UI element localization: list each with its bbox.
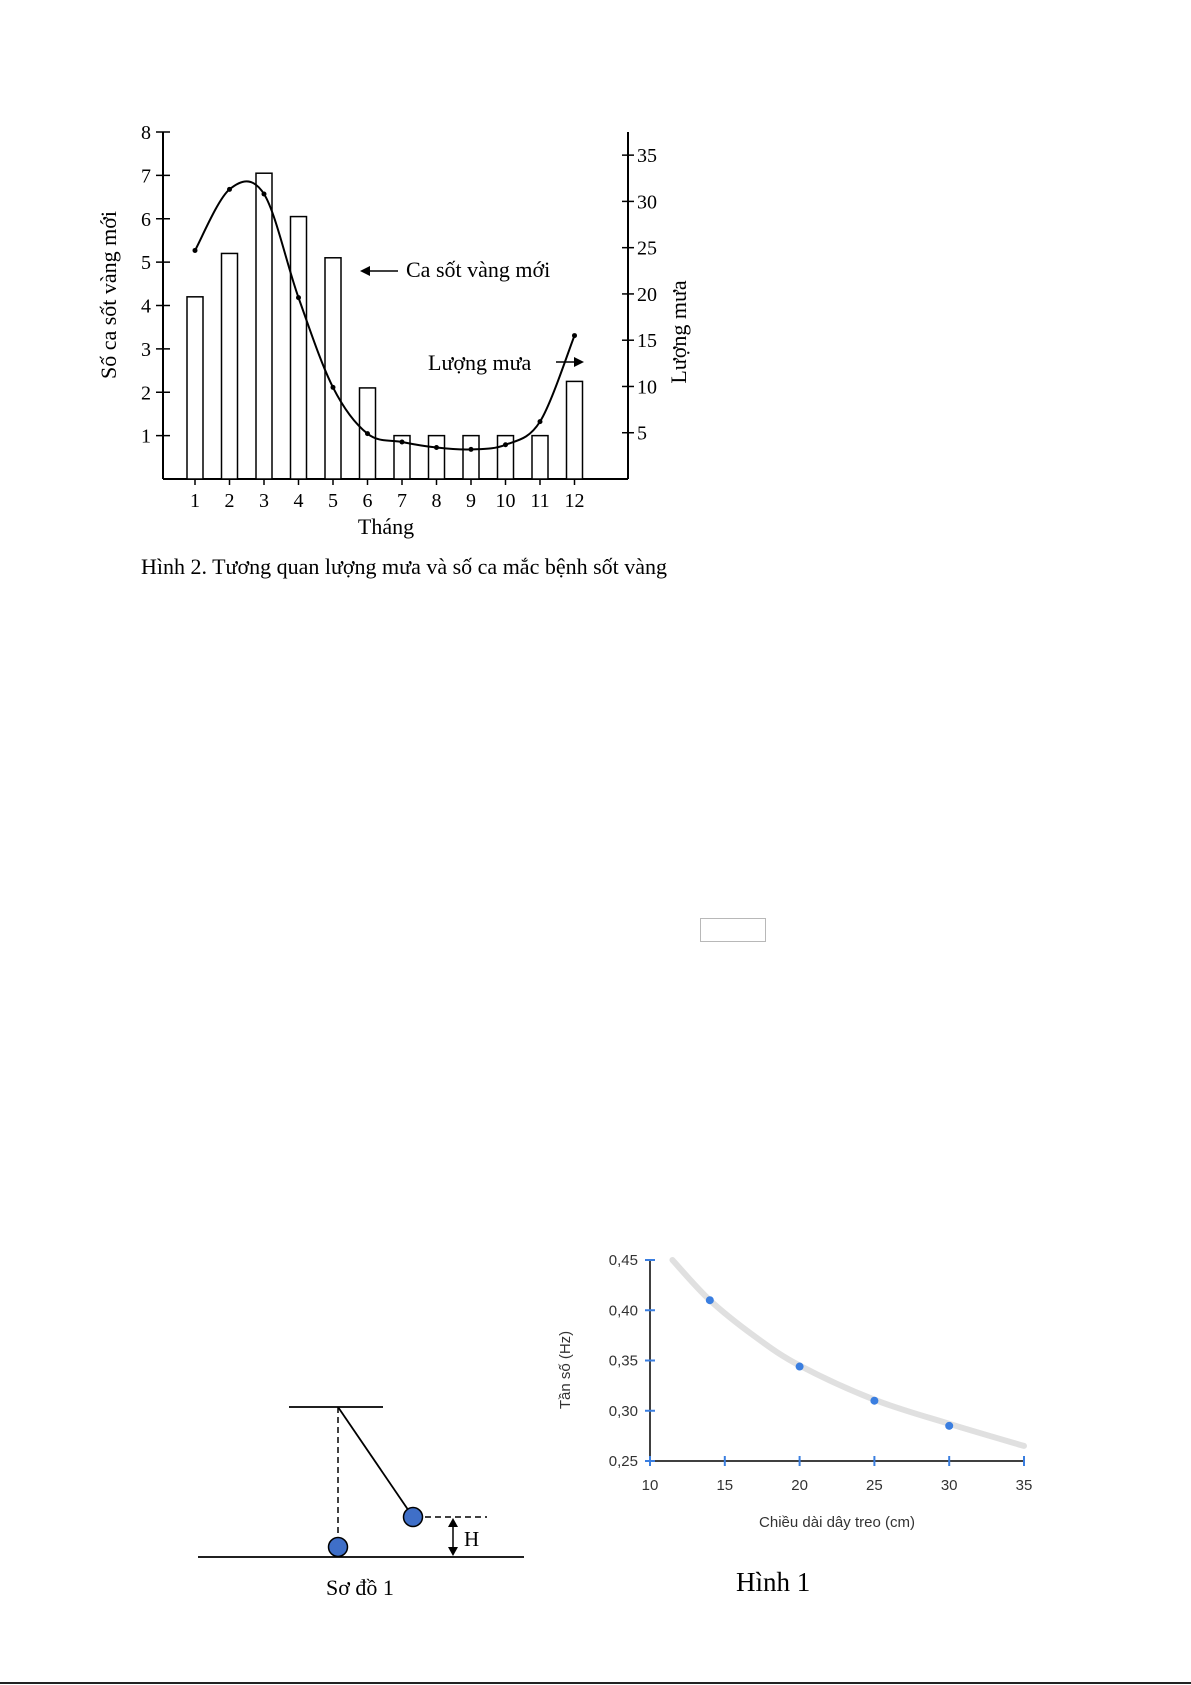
rain-point-month-2: [227, 187, 232, 192]
height-arrowhead-up: [448, 1518, 458, 1527]
x-tick-label: 1: [190, 490, 200, 512]
left-tick-label: 6: [141, 208, 151, 231]
line-annotation-arrowhead: [574, 357, 584, 367]
right-tick-label: 30: [637, 191, 657, 214]
pendulum-scheme: [180, 1390, 540, 1570]
x-tick-label: 8: [431, 490, 442, 512]
rain-point-month-3: [262, 191, 267, 196]
figure1-caption: Hình 1: [736, 1567, 811, 1597]
rain-point-month-11: [538, 419, 543, 424]
bar-month-4: [291, 217, 307, 479]
right-tick-label: 5: [637, 422, 647, 445]
rain-point-month-8: [434, 445, 439, 450]
x-tick-label: 4: [293, 490, 304, 512]
right-tick-label: 35: [637, 145, 657, 168]
figure2-bars: [187, 173, 583, 479]
x-tick-label: 2: [224, 490, 235, 512]
figure1-x-tick-label: 10: [641, 1477, 659, 1494]
figure1-x-tick-label: 15: [716, 1477, 734, 1494]
left-tick-label: 5: [141, 252, 151, 275]
rain-point-month-12: [572, 333, 577, 338]
rain-series-line: [195, 181, 575, 449]
figure1-x-tick-label: 25: [866, 1477, 883, 1494]
figure1-x-axis-label: Chiều dài dây treo (cm): [759, 1514, 915, 1531]
left-tick-label: 8: [141, 122, 151, 144]
bar-annotation-label: Ca sốt vàng mới: [406, 257, 551, 282]
figure1-x-tick-label: 20: [791, 1477, 808, 1494]
bar-month-11: [532, 436, 548, 479]
figure1-y-tick-label: 0,25: [608, 1453, 638, 1470]
figure1-data-point-4: [945, 1422, 953, 1430]
bar-month-9: [463, 436, 479, 479]
bar-month-1: [187, 297, 203, 479]
bar-annotation-arrowhead: [360, 266, 370, 276]
figure1-y-axis-label: Tần số (Hz): [557, 1330, 574, 1410]
left-y-axis-label: Số ca sốt vàng mới: [96, 210, 121, 380]
rain-point-month-4: [296, 295, 301, 300]
figure1-x-tick-label: 30: [940, 1477, 958, 1494]
figure1-data-point-3: [870, 1397, 878, 1405]
pendulum-ball-raised: [404, 1508, 423, 1527]
right-tick-label: 25: [637, 237, 657, 260]
pendulum-string: [338, 1407, 413, 1517]
figure2-caption: Hình 2. Tương quan lượng mưa và số ca mắc bệnh sốt vàng: [141, 554, 668, 579]
bar-month-2: [222, 253, 238, 479]
scheme1-caption: Sơ đồ 1: [326, 1575, 394, 1600]
page-bottom-rule: [0, 1682, 1191, 1684]
figure1-points: [706, 1296, 953, 1430]
x-tick-label: 11: [530, 490, 550, 512]
pendulum-ball-rest: [329, 1538, 348, 1557]
line-annotation-label: Lượng mưa: [428, 350, 532, 375]
figure1-y-tick-label: 0,45: [608, 1252, 638, 1269]
x-tick-label: 7: [397, 490, 407, 512]
figure1-y-tick-label: 0,40: [608, 1302, 638, 1320]
rain-point-month-9: [469, 447, 474, 452]
empty-box: [700, 918, 766, 942]
figure1-y-tick-label: 0,35: [608, 1352, 638, 1370]
figure1-chart: [540, 1240, 1060, 1540]
bar-month-5: [325, 258, 341, 479]
rain-point-month-7: [400, 439, 405, 444]
height-arrowhead-down: [448, 1547, 458, 1556]
rain-point-month-1: [193, 248, 198, 253]
left-tick-label: 2: [141, 382, 151, 405]
figure1-y-tick-label: 0,30: [608, 1402, 638, 1420]
bar-month-8: [429, 436, 445, 479]
right-tick-label: 10: [637, 376, 657, 399]
left-tick-label: 7: [141, 165, 151, 188]
left-tick-label: 1: [141, 425, 151, 448]
x-tick-label: 6: [362, 490, 373, 512]
height-label: H: [464, 1527, 480, 1551]
figure2-chart: [0, 0, 1191, 600]
rain-point-month-6: [365, 431, 370, 436]
x-tick-label: 12: [564, 490, 585, 512]
x-tick-label: 9: [466, 490, 476, 512]
figure1-data-point-2: [796, 1363, 804, 1371]
figure1-data-point-1: [706, 1296, 714, 1304]
right-y-axis-label: Lượng mưa: [666, 280, 691, 384]
left-tick-label: 4: [141, 295, 151, 318]
left-tick-label: 3: [141, 338, 151, 361]
x-tick-label: 5: [328, 490, 338, 512]
figure1-trend-curve: [672, 1260, 1024, 1446]
x-axis-label: Tháng: [357, 514, 415, 539]
bar-month-12: [567, 381, 583, 479]
bar-month-3: [256, 173, 272, 479]
figure2-rain-line: [193, 181, 578, 452]
x-tick-label: 10: [495, 490, 516, 512]
figure1-x-tick-label: 35: [1015, 1477, 1033, 1494]
x-tick-label: 3: [259, 490, 269, 512]
right-tick-label: 15: [637, 330, 657, 353]
rain-point-month-5: [331, 385, 336, 390]
rain-point-month-10: [503, 442, 508, 447]
right-tick-label: 20: [637, 283, 657, 306]
